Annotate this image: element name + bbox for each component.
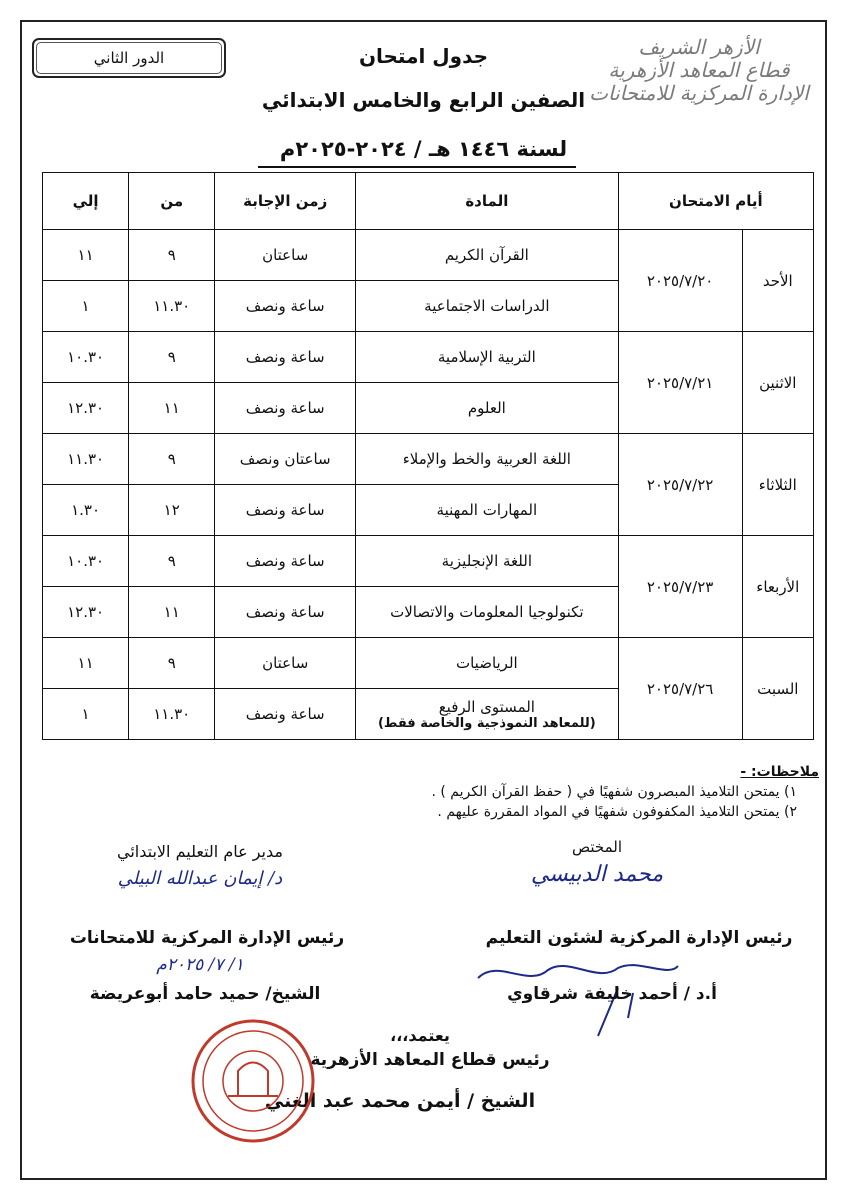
- subject-cell: القرآن الكريم: [356, 230, 619, 281]
- education-head-title: رئيس الإدارة المركزية لشئون التعليم: [485, 928, 793, 948]
- table-row: [43, 332, 814, 383]
- primary-director-signature: د/ إيمان عبدالله البيلي: [117, 868, 283, 889]
- day-date: ٢٠٢٥/٧/٢١: [618, 332, 742, 434]
- official-seal-stamp: [188, 1016, 318, 1146]
- year-underline: [258, 166, 576, 168]
- to-cell: ١٢.٣٠: [43, 587, 129, 638]
- day-name: الأحد: [742, 230, 813, 332]
- approval-label: يعتمد،،،: [390, 1026, 450, 1045]
- from-cell: ١١: [129, 383, 215, 434]
- header-subject: المادة: [356, 173, 619, 230]
- subject-cell: الدراسات الاجتماعية: [356, 281, 619, 332]
- to-cell: ١: [43, 281, 129, 332]
- subject-cell: اللغة العربية والخط والإملاء: [356, 434, 619, 485]
- to-cell: ١٢.٣٠: [43, 383, 129, 434]
- subject-note: (للمعاهد النموذجية والخاصة فقط): [377, 715, 596, 731]
- from-cell: ٩: [129, 230, 215, 281]
- duration-cell: ساعة ونصف: [215, 485, 356, 536]
- document-subtitle: الصفين الرابع والخامس الابتدائي: [261, 88, 586, 112]
- from-cell: ٩: [129, 536, 215, 587]
- logo-line-3: الإدارة المركزية للامتحانات: [589, 81, 809, 105]
- from-cell: ١١.٣٠: [129, 689, 215, 740]
- header-from: من: [129, 173, 215, 230]
- header-exam-days: أيام الامتحان: [618, 173, 813, 230]
- from-cell: ٩: [129, 434, 215, 485]
- to-cell: ١.٣٠: [43, 485, 129, 536]
- day-date: ٢٠٢٥/٧/٢٢: [618, 434, 742, 536]
- from-cell: ٩: [129, 332, 215, 383]
- header-duration: زمن الإجابة: [215, 173, 356, 230]
- exams-head-title: رئيس الإدارة المركزية للامتحانات: [69, 928, 345, 948]
- subject-cell: المهارات المهنية: [356, 485, 619, 536]
- day-date: ٢٠٢٥/٧/٢٦: [618, 638, 742, 740]
- subject-cell: التربية الإسلامية: [356, 332, 619, 383]
- subject-cell: العلوم: [356, 383, 619, 434]
- exams-head-name: الشيخ/ حميد حامد أبوعريضة: [89, 984, 321, 1004]
- exams-head-date: ١/ ٧/ ٢٠٢٥م: [156, 955, 244, 975]
- day-name: السبت: [742, 638, 813, 740]
- to-cell: ١١: [43, 638, 129, 689]
- subject-name: المستوى الرفيع: [438, 697, 535, 716]
- duration-cell: ساعتان ونصف: [215, 434, 356, 485]
- day-name: الثلاثاء: [742, 434, 813, 536]
- schedule-body: [43, 230, 814, 740]
- subject-cell: الرياضيات: [356, 638, 619, 689]
- academic-year: لسنة ١٤٤٦ هـ / ٢٠٢٤-٢٠٢٥م: [279, 137, 568, 161]
- duration-cell: ساعة ونصف: [215, 689, 356, 740]
- note-item-2: ٢) يمتحن التلاميذ المكفوفون شفهيًا في المواد المقررة عليهم .: [437, 804, 797, 820]
- logo-line-1: الأزهر الشريف: [638, 35, 760, 59]
- subject-cell: [356, 689, 619, 740]
- duration-cell: ساعة ونصف: [215, 281, 356, 332]
- note-item-1: ١) يمتحن التلاميذ المبصرون شفهيًا في ( حفظ القرآن الكريم ) .: [431, 784, 797, 800]
- day-date: ٢٠٢٥/٧/٢٠: [618, 230, 742, 332]
- to-cell: ١١: [43, 230, 129, 281]
- document-title: جدول امتحان: [358, 44, 489, 68]
- from-cell: ١٢: [129, 485, 215, 536]
- day-date: ٢٠٢٥/٧/٢٣: [618, 536, 742, 638]
- education-head-name: أ.د / أحمد خليفة شرقاوي: [507, 984, 717, 1004]
- subject-cell: تكنولوجيا المعلومات والاتصالات: [356, 587, 619, 638]
- specialist-signature: محمد الدبيسي: [530, 862, 664, 887]
- to-cell: ١٠.٣٠: [43, 536, 129, 587]
- to-cell: ١: [43, 689, 129, 740]
- to-cell: ١١.٣٠: [43, 434, 129, 485]
- table-row: [43, 230, 814, 281]
- duration-cell: ساعتان: [215, 638, 356, 689]
- table-row: [43, 638, 814, 689]
- table-header-row: [43, 173, 814, 230]
- duration-cell: ساعة ونصف: [215, 383, 356, 434]
- from-cell: ١١: [129, 587, 215, 638]
- logo-line-2: قطاع المعاهد الأزهرية: [608, 58, 790, 82]
- sector-head-name: الشيخ / أيمن محمد عبد الغني: [264, 1090, 536, 1112]
- duration-cell: ساعة ونصف: [215, 536, 356, 587]
- duration-cell: ساعتان: [215, 230, 356, 281]
- header-to: إلي: [43, 173, 129, 230]
- duration-cell: ساعة ونصف: [215, 587, 356, 638]
- table-row: [43, 434, 814, 485]
- duration-cell: ساعة ونصف: [215, 332, 356, 383]
- day-name: الاثنين: [742, 332, 813, 434]
- notes-heading: ملاحظات: -: [740, 764, 819, 780]
- from-cell: ١١.٣٠: [129, 281, 215, 332]
- to-cell: ١٠.٣٠: [43, 332, 129, 383]
- primary-director-title: مدير عام التعليم الابتدائي: [117, 842, 283, 861]
- notes-section: [59, 762, 819, 822]
- exam-schedule-table: [42, 172, 814, 740]
- sector-head-title: رئيس قطاع المعاهد الأزهرية: [310, 1050, 550, 1070]
- specialist-label: المختص: [572, 838, 622, 856]
- table-row: [43, 536, 814, 587]
- subject-cell: اللغة الإنجليزية: [356, 536, 619, 587]
- day-name: الأربعاء: [742, 536, 813, 638]
- from-cell: ٩: [129, 638, 215, 689]
- round-label-text: الدور الثاني: [93, 49, 165, 67]
